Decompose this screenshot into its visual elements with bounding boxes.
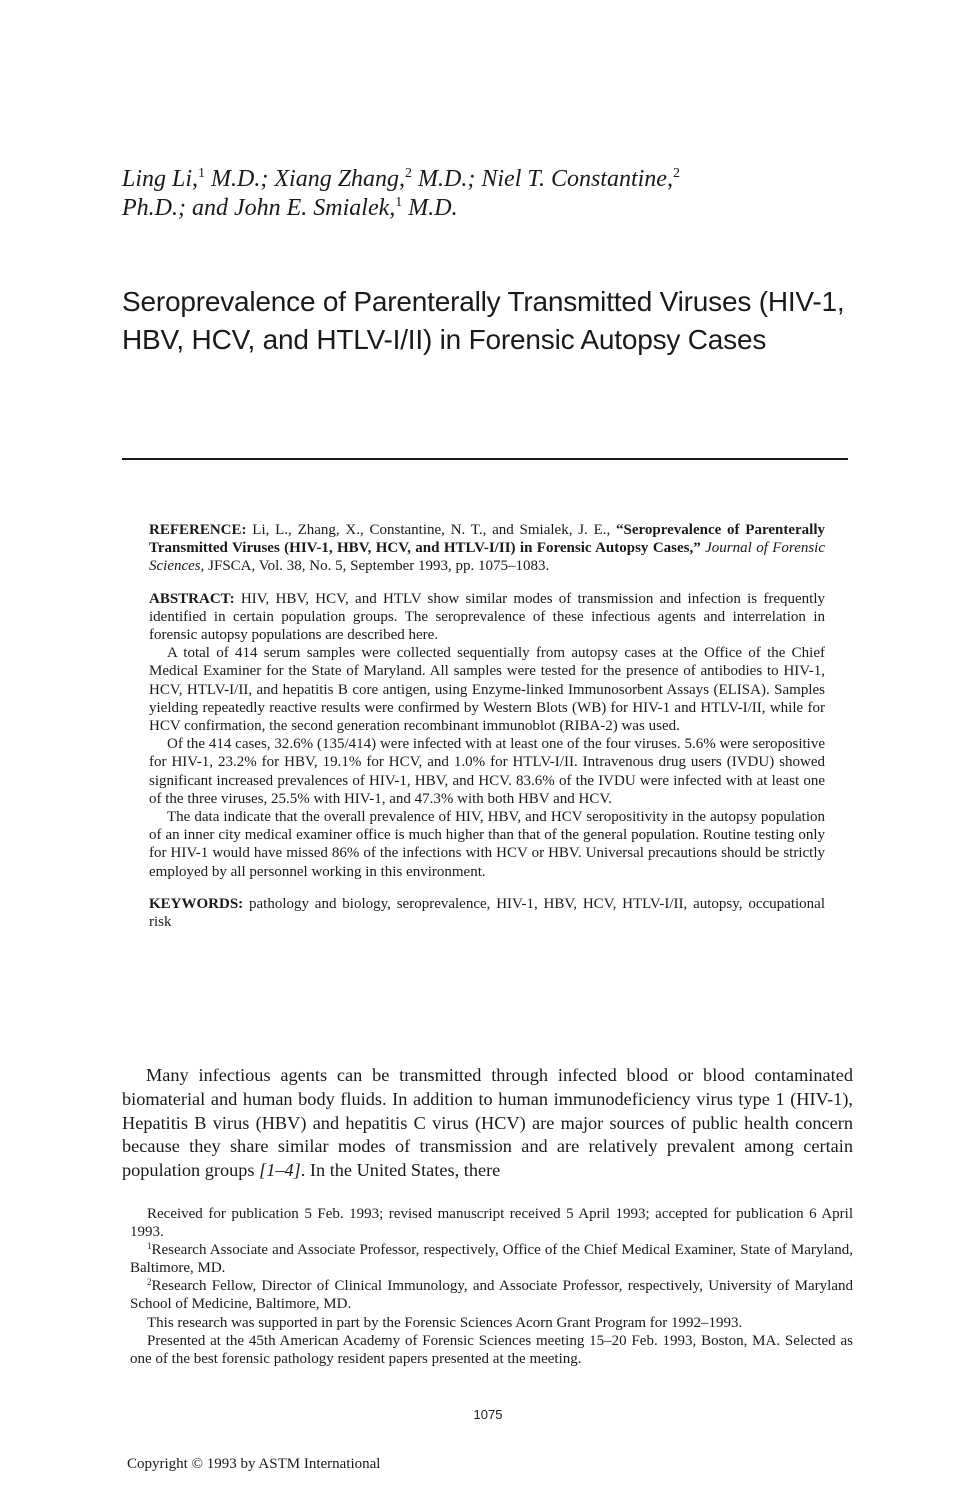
keywords-text: pathology and biology, seroprevalence, HIV-1, HBV, HCV, HTLV-I/II, autopsy, occupational risk <box>149 895 825 931</box>
footnote-mark: 1 <box>147 1241 152 1252</box>
author-name: John E. Smialek, <box>233 195 396 221</box>
body-text: . In the United States, there <box>300 1160 501 1181</box>
footnote-presented: Presented at the 45th American Academy of Forensic Sciences meeting 15–20 Feb. 1993, Boston, MA. Selected as one of the best forensic pathology resident papers presented at the meeting. <box>130 1332 853 1367</box>
reference-title: “Seroprevalence of Parenterally Transmitted Viruses (HIV-1, HBV, HCV, and HTLV-I/II) in Forensic Autopsy Cases,” <box>149 522 826 557</box>
footnotes <box>130 1205 853 1368</box>
keywords-label: KEYWORDS: <box>149 895 244 912</box>
keywords-paragraph <box>149 895 825 931</box>
copyright-notice: Copyright © 1993 by ASTM International <box>127 1456 381 1472</box>
footnote-text: Research Associate and Associate Professor, respectively, Office of the Chief Medical Examiner, State of Maryland, Baltimore, MD. <box>130 1242 853 1277</box>
footnote-received: Received for publication 5 Feb. 1993; revised manuscript received 5 April 1993; accepted for publication 6 April 1993. <box>130 1206 853 1241</box>
affiliation-mark: 2 <box>405 166 413 181</box>
title-divider <box>122 458 848 460</box>
reference-label: REFERENCE: <box>149 522 247 538</box>
affiliation-mark: 1 <box>198 166 206 181</box>
citation: [1–4] <box>259 1160 301 1181</box>
abstract-paragraph: A total of 414 serum samples were collected sequentially from autopsy cases at the Office of the Chief Medical Examiner for the State of Maryland. All samples were tested for the presence of antibodies to HIV-1, HCV, HTLV-I/II, and hepatitis B core antigen, using Enzyme-linked Immunosorbent Assays (ELISA). Samples yielding repeatedly reactive results were confirmed by Western Blots (WB) for HIV-1 and HTLV-I/II, while for HCV confirmation, the second generation recombinant immunoblot (RIBA-2) was used. <box>149 645 825 735</box>
author-degree: M.D.; <box>412 166 482 192</box>
page-number: 1075 <box>473 1407 503 1422</box>
reference-authors: Li, L., Zhang, X., Constantine, N. T., and Smialek, J. E., <box>246 522 617 538</box>
abstract-block <box>149 521 825 931</box>
footnote-text: Research Fellow, Director of Clinical Immunology, and Associate Professor, respectively, University of Maryland School of Medicine, Baltimore, MD. <box>130 1278 853 1313</box>
paper-title: Seroprevalence of Parenterally Transmitted Viruses (HIV-1, HBV, HCV, and HTLV-I/II) in Forensic Autopsy Cases <box>122 286 845 355</box>
author-degree: Ph.D.; and <box>122 195 234 221</box>
footnote-mark: 2 <box>147 1277 152 1288</box>
abstract-text: HIV, HBV, HCV, and HTLV show similar modes of transmission and infection is frequently identified in certain population groups. The seroprevalence of these infectious agents and interrelation in forensic autopsy populations are described here. <box>149 590 825 644</box>
author-degree: M.D.; <box>205 166 275 192</box>
author-name: Ling Li, <box>122 166 199 192</box>
author-name: Xiang Zhang, <box>274 166 406 192</box>
author-name: Niel T. Constantine, <box>481 166 673 192</box>
abstract-paragraph: The data indicate that the overall prevalence of HIV, HBV, and HCV seropositivity in the autopsy population of an inner city medical examiner office is much higher than that of the general population. Routine testing only for HIV-1 would have missed 86% of the infections with HCV or HBV. Universal precautions should be strictly employed by all personnel working in this environment. <box>149 809 825 880</box>
body-paragraph <box>122 1064 853 1183</box>
body-text: Many infectious agents can be transmitted through infected blood or blood contaminated biomaterial and human body fluids. In addition to human immunodeficiency virus type 1 (HIV-1), Hepatitis B virus (HBV) and hepatitis C virus (HCV) are major sources of public health concern because they share similar modes of transmission and are relatively prevalent among certain population groups <box>122 1065 853 1181</box>
abstract-label: ABSTRACT: <box>149 590 235 607</box>
affiliation-mark: 2 <box>672 166 680 181</box>
author-degree: M.D. <box>402 195 458 221</box>
reference-paragraph <box>149 521 825 576</box>
author-list <box>122 165 842 223</box>
footnote-support: This research was supported in part by the Forensic Sciences Acorn Grant Program for 1992–1993. <box>147 1314 743 1331</box>
abstract-paragraph: Of the 414 cases, 32.6% (135/414) were infected with at least one of the four viruses. 5.6% were seropositive for HIV-1, 23.2% for HBV, 19.1% for HCV, and 1.0% for HTLV-I/II. Intravenous drug users (IVDU) showed significant increased prevalences of HIV-1, HBV, and HCV. 83.6% of the IVDU were infected with at least one of the three viruses, 25.5% with HIV-1, and 47.3% with both HBV and HCV. <box>149 736 825 807</box>
footnote-affiliation-1 <box>130 1241 853 1277</box>
reference-journal: Journal of Forensic Sciences, <box>149 540 826 575</box>
abstract-paragraph <box>149 590 825 645</box>
reference-details: JFSCA, Vol. 38, No. 5, September 1993, pp. 1075–1083. <box>204 558 550 575</box>
affiliation-mark: 1 <box>395 195 403 210</box>
footnote-affiliation-2 <box>130 1277 853 1313</box>
